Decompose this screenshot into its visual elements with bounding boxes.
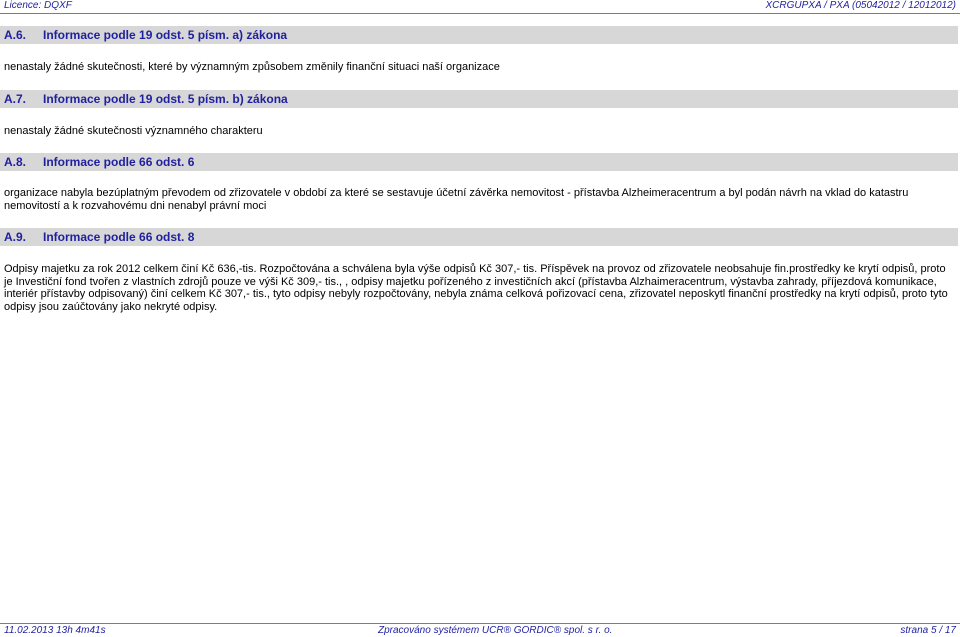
section-title: Informace podle 66 odst. 8	[43, 230, 195, 244]
report-code: XCRGUPXA / PXA (05042012 / 12012012)	[765, 0, 956, 11]
header-divider	[0, 13, 960, 14]
section-heading-a6	[0, 26, 958, 44]
footer-divider	[0, 623, 960, 624]
section-text-a6: nenastaly žádné skutečnosti, které by významným způsobem změnily finanční situaci naší organizace	[4, 61, 500, 73]
section-text-a7: nenastaly žádné skutečnosti významného charakteru	[4, 125, 263, 137]
section-text-a8: organizace nabyla bezúplatným převodem od zřizovatele v období za které se sestavuje účetní závěrka nemovitost - přístavba Alzheimeracentrum a byl podán návrh na vklad do katastru nemovitostí a k rozvahovému dni nenabyl právní moci	[4, 187, 909, 212]
section-text-a9: Odpisy majetku za rok 2012 celkem činí Kč 636,-tis. Rozpočtována a schválena byla výše odpisů Kč 307,- tis. Příspěvek na provoz od zřizovatele neobsahuje fin.prostředky ke krytí odpisů, proto je Investiční fond tvořen z vlastních zdrojů pouze ve výši Kč 309,- tis., , odpisy majetku pořízeného z investičních akcí (přístavba Alzhaimeracentrum, výstavba zahrady, příjezdová komunikace, interiér přístavby odpisovaný) činí celkem Kč 307,- tis., tyto odpisy nebyly rozpočtovány, nebyla známa celková pořizovací cena, zřizovatel neposkytl finanční prostředky na krytí odpisů, proto tyto odpisy jsou zaúčtovány jako nekryté odpisy.	[4, 263, 948, 313]
section-number: A.9.	[4, 230, 27, 244]
page-header	[0, 0, 960, 14]
section-heading-a7	[0, 90, 958, 108]
section-title: Informace podle 66 odst. 6	[43, 155, 195, 169]
license-label: Licence: DQXF	[4, 0, 72, 11]
section-title: Informace podle 19 odst. 5 písm. b) zákona	[43, 92, 288, 106]
page-footer	[0, 625, 960, 637]
section-heading-a8	[0, 153, 958, 171]
footer-page-number: strana 5 / 17	[900, 625, 956, 636]
section-heading-a9	[0, 228, 958, 246]
section-title: Informace podle 19 odst. 5 písm. a) zákona	[43, 28, 288, 42]
section-number: A.7.	[4, 92, 27, 106]
footer-timestamp: 11.02.2013 13h 4m41s	[4, 625, 106, 636]
section-number: A.6.	[4, 28, 27, 42]
section-number: A.8.	[4, 155, 27, 169]
footer-system: Zpracováno systémem UCR® GORDIC® spol. s r. o.	[378, 625, 613, 636]
